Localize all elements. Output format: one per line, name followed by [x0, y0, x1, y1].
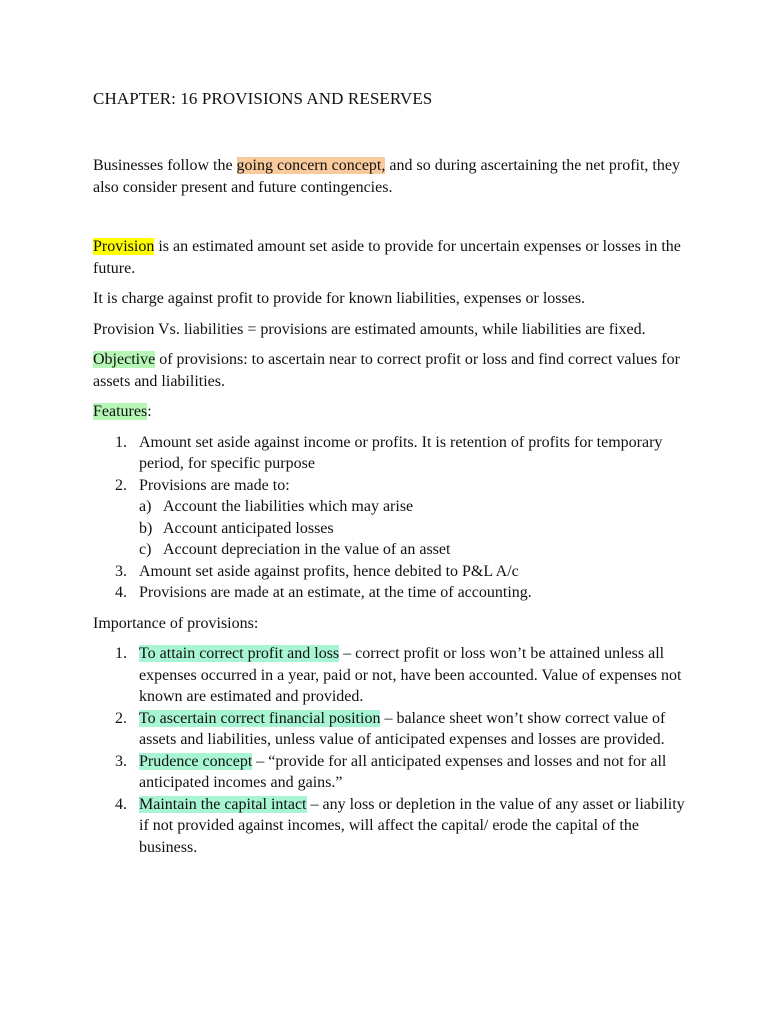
- list-item: [93, 582, 693, 604]
- importance-heading: Importance of provisions:: [93, 614, 259, 632]
- list-item: [93, 794, 693, 859]
- list-item: [93, 561, 693, 583]
- features-sublist: [139, 496, 693, 561]
- sublist-item: [139, 518, 693, 540]
- features-highlight: Features: [93, 403, 148, 420]
- list-item: [93, 643, 693, 708]
- sublist-marker: c): [139, 541, 152, 558]
- list-item-text: Provisions are made at an estimate, at the time of accounting.: [139, 584, 532, 601]
- list-item: [93, 751, 693, 794]
- importance-highlight: To ascertain correct financial position: [139, 709, 381, 727]
- provision-vs-liabilities: Provision Vs. liabilities = provisions are estimated amounts, while liabilities are fixed.: [93, 320, 646, 338]
- list-item: [93, 708, 693, 751]
- list-marker: 1.: [115, 433, 127, 451]
- objective-text: of provisions: to ascertain near to correct profit or loss and find correct values for assets and liabilities.: [93, 351, 680, 390]
- intro-paragraph: [93, 155, 693, 198]
- list-marker: 1.: [115, 645, 127, 662]
- list-marker: 4.: [115, 795, 127, 813]
- sublist-item: [139, 539, 693, 561]
- intro-text-after: and so during ascertaining the net profit, they also consider present and future contingencies.: [93, 157, 680, 196]
- document-page: [93, 89, 693, 867]
- list-item-text: – correct profit or loss won’t be attained unless all expenses occurred in a year, paid or not, have been accounted. Value of expenses not known are estimated and provided.: [139, 645, 682, 705]
- charge-paragraph: It is charge against profit to provide for known liabilities, expenses or losses.: [93, 290, 586, 307]
- list-marker: 2.: [115, 709, 127, 727]
- list-item-text: Amount set aside against income or profits. It is retention of profits for temporary period, for specific purpose: [139, 433, 663, 472]
- importance-highlight: To attain correct profit and loss: [139, 645, 340, 662]
- importance-list: [93, 643, 693, 858]
- sublist-item-text: Account depreciation in the value of an asset: [163, 541, 451, 558]
- sublist-marker: a): [139, 498, 152, 515]
- list-item-text: – any loss or depletion in the value of any asset or liability if not provided against incomes, will affect the capital/ erode the capital of the business.: [139, 795, 685, 856]
- list-marker: 3.: [115, 562, 127, 580]
- features-list: [93, 432, 693, 604]
- sublist-item: [139, 496, 693, 518]
- provision-highlight: Provision: [93, 238, 155, 255]
- list-item-text: – balance sheet won’t show correct value of assets and liabilities, unless value of anticipated expenses and losses are provided.: [139, 709, 666, 748]
- sublist-marker: b): [139, 519, 153, 537]
- intro-text-before: Businesses follow the: [93, 157, 237, 174]
- list-item: [93, 475, 693, 561]
- sublist-item-text: Account anticipated losses: [163, 519, 334, 537]
- importance-highlight: Prudence concept: [139, 752, 253, 770]
- list-item: [93, 432, 693, 475]
- provision-definition: [93, 236, 693, 279]
- sublist-item-text: Account the liabilities which may arise: [163, 498, 414, 515]
- provision-definition-text: is an estimated amount set aside to provide for uncertain expenses or losses in the future.: [93, 238, 681, 277]
- features-colon: :: [147, 403, 152, 420]
- list-marker: 2.: [115, 476, 127, 494]
- objective-paragraph: [93, 349, 693, 392]
- list-item-text: Amount set aside against profits, hence debited to P&L A/c: [139, 562, 519, 580]
- objective-highlight: Objective: [93, 351, 156, 368]
- chapter-title: CHAPTER: 16 PROVISIONS AND RESERVES: [93, 89, 433, 108]
- list-item-text: – “provide for all anticipated expenses and losses and not for all anticipated incomes and gains.”: [139, 752, 667, 791]
- features-heading: [93, 401, 693, 423]
- going-concern-highlight: going concern concept,: [236, 157, 386, 174]
- list-marker: 4.: [115, 584, 127, 601]
- list-item-text: Provisions are made to:: [139, 476, 290, 494]
- list-marker: 3.: [115, 752, 127, 770]
- importance-highlight: Maintain the capital intact: [139, 795, 307, 813]
